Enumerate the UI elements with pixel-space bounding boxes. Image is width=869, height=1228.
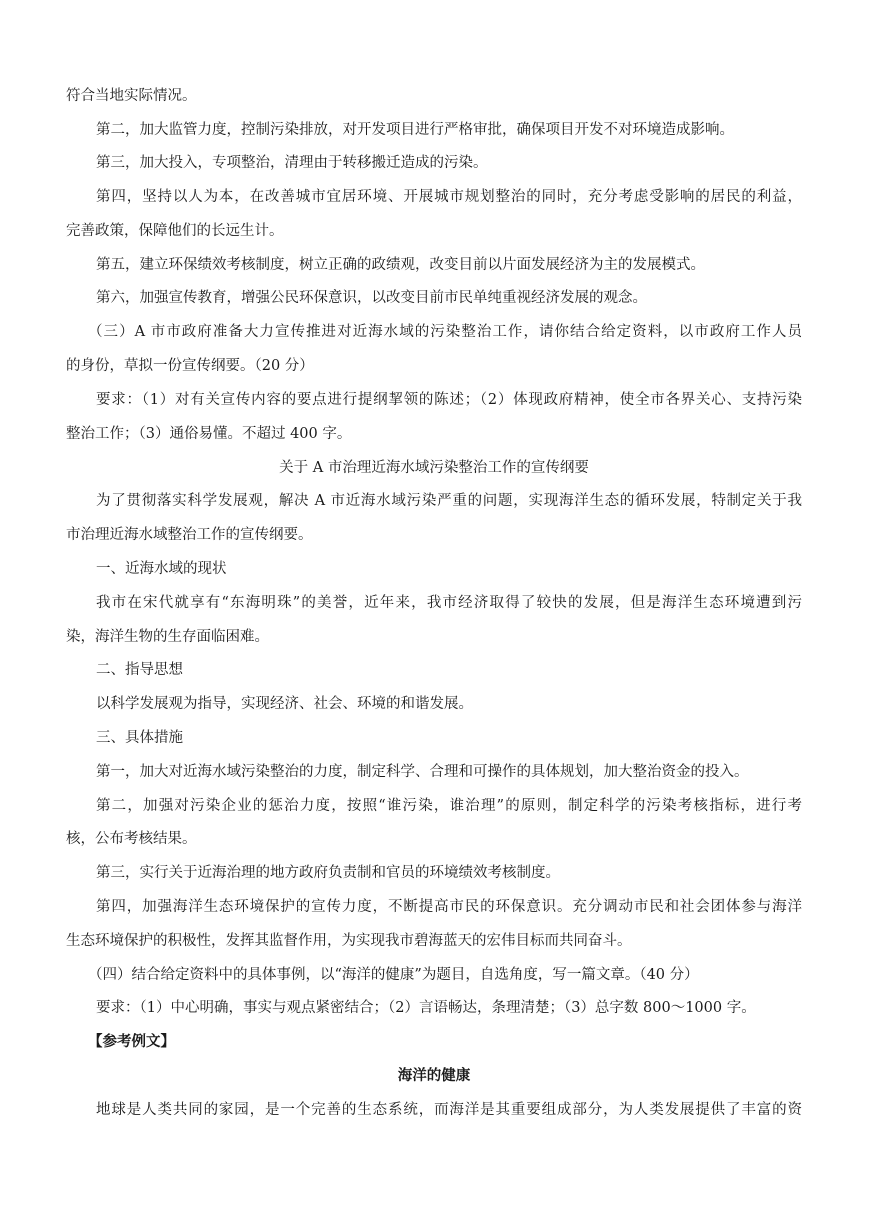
section-heading: 三、具体措施: [96, 730, 183, 746]
question-text: 的身份，草拟一份宣传纲要。（20 分）: [66, 358, 314, 374]
essay-title: 海洋的健康: [397, 1067, 471, 1084]
section-heading: 一、近海水域的现状: [96, 561, 227, 577]
text-line: 染，海洋生物的生存面临困难。: [66, 629, 269, 645]
text-line: 市治理近海水域整治工作的宣传纲要。: [66, 527, 313, 543]
requirement-text: 要求：（1）中心明确，事实与观点紧密结合；（2）言语畅达，条理清楚；（3）总字数 800～1000 字。: [96, 1000, 756, 1016]
question-text: （四）结合给定资料中的具体事例，以“海洋的健康”为题目，自选角度，写一篇文章。（40 分）: [88, 967, 699, 983]
text-line: 第五，建立环保绩效考核制度，树立正确的政绩观，改变目前以片面发展经济为主的发展模式。: [96, 257, 705, 273]
requirement-text: 整治工作；（3）通俗易懂。不超过 400 字。: [66, 426, 352, 442]
text-line: 第四，加强海洋生态环境保护的宣传力度，不断提高市民的环保意识。充分调动市民和社会团体参与海洋: [96, 899, 802, 915]
text-line: 以科学发展观为指导，实现经济、社会、环境的和谐发展。: [96, 696, 473, 712]
text-line: 我市在宋代就享有“东海明珠”的美誉，近年来，我市经济取得了较快的发展，但是海洋生态环境遭到污: [96, 595, 802, 611]
text-line: 第四，坚持以人为本，在改善城市宜居环境、开展城市规划整治的同时，充分考虑受影响的居民的利益，: [96, 189, 802, 205]
text-line: 核，公布考核结果。: [66, 831, 197, 847]
text-line: 第一，加大对近海水域污染整治的力度，制定科学、合理和可操作的具体规划，加大整治资金的投入。: [96, 764, 749, 780]
text-line: 完善政策，保障他们的长远生计。: [66, 223, 284, 239]
text-line: 地球是人类共同的家园，是一个完善的生态系统，而海洋是其重要组成部分，为人类发展提供了丰富的资: [96, 1102, 802, 1118]
text-line: 第二，加大监管力度，控制污染排放，对开发项目进行严格审批，确保项目开发不对环境造成影响。: [96, 122, 734, 138]
text-line: 第二，加强对污染企业的惩治力度，按照“谁污染，谁治理”的原则，制定科学的污染考核指标，进行考: [96, 798, 802, 814]
text-line: 生态环境保护的积极性，发挥其监督作用，为实现我市碧海蓝天的宏伟目标而共同奋斗。: [66, 933, 632, 949]
text-line: 第三，实行关于近海治理的地方政府负责制和官员的环境绩效考核制度。: [96, 865, 560, 881]
text-line: 第三，加大投入，专项整治，清理由于转移搬迁造成的污染。: [96, 155, 488, 171]
outline-title: 关于 A 市治理近海水域污染整治工作的宣传纲要: [279, 460, 589, 476]
text-line: 符合当地实际情况。: [66, 88, 197, 104]
text-line: 为了贯彻落实科学发展观，解决 A 市近海水域污染严重的问题，实现海洋生态的循环发展，特制定关于我: [96, 493, 802, 509]
requirement-text: 要求：（1）对有关宣传内容的要点进行提纲挈领的陈述；（2）体现政府精神，使全市各界关心、支持污染: [96, 392, 802, 408]
section-heading: 二、指导思想: [96, 662, 183, 678]
reference-label: 【参考例文】: [88, 1033, 175, 1050]
question-text: （三）A 市市政府准备大力宣传推进对近海水域的污染整治工作，请你结合给定资料，以市政府工作人员: [88, 324, 802, 340]
text-line: 第六，加强宣传教育，增强公民环保意识，以改变目前市民单纯重视经济发展的观念。: [96, 290, 647, 306]
